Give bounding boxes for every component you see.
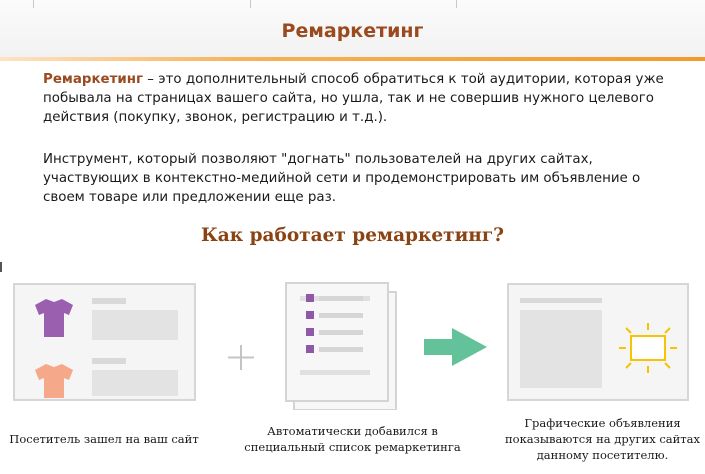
arrow-right-icon bbox=[424, 328, 487, 366]
intro-term: Ремаркетинг bbox=[43, 72, 144, 87]
step-caption-ads: Графические объявления показываются на других сайтах данному посетителю. bbox=[505, 416, 700, 462]
section-title: Как работает ремаркетинг? bbox=[200, 225, 505, 246]
step-caption-visit: Посетитель зашел на ваш сайт bbox=[9, 432, 199, 446]
plus-icon bbox=[228, 345, 254, 370]
display-ad-site-icon bbox=[508, 284, 688, 400]
tool-paragraph: Инструмент, который позволяют "догнать" пользователей на других сайтах, участвующих в контекстно-медийной сети и продемонстрировать им объявление о своем товаре или предложении еще раз. bbox=[43, 152, 641, 205]
intro-paragraph bbox=[43, 70, 673, 127]
website-with-shirts-icon bbox=[14, 284, 195, 400]
remarketing-diagram bbox=[0, 270, 705, 410]
strip-tick bbox=[33, 0, 34, 8]
intro-text: – это дополнительный способ обратиться к той аудитории, которая уже побывала на страницах вашего сайта, но ушла, так и не совершив нужного целевого действия (покупку, звонок, регистрацию и т.д.). bbox=[43, 72, 664, 125]
accent-stripe bbox=[0, 57, 705, 61]
strip-tick bbox=[456, 0, 457, 8]
step-caption-list: Автоматически добавился в специальный список ремаркетинга bbox=[244, 424, 461, 454]
page-title: Ремаркетинг bbox=[281, 20, 424, 42]
strip-tick bbox=[250, 0, 251, 8]
remarketing-list-icon bbox=[286, 283, 396, 410]
